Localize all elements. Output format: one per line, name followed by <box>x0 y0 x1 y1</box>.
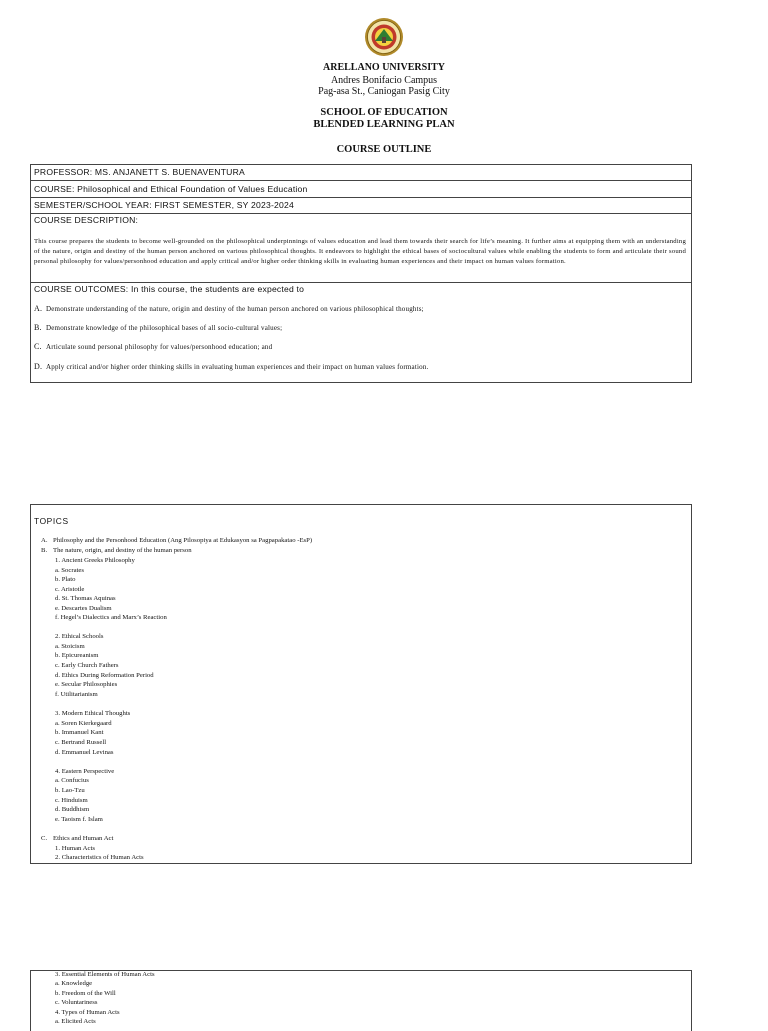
course-outcomes-label: COURSE OUTCOMES: <box>34 284 129 294</box>
topics-continuation-box <box>30 970 692 1031</box>
topic-text: c. Bertrand Russell <box>55 739 107 746</box>
outcome-item <box>34 342 272 352</box>
topic-text: a. Confucius <box>55 777 89 784</box>
topic-line <box>55 680 117 690</box>
outcome-text: Demonstrate understanding of the nature, origin and destiny of the human person anchored on various philosophical thoughts; <box>46 305 424 313</box>
topic-text: f. Hegel’s Dialectics and Marx’s Reaction <box>55 614 167 621</box>
course-info-table <box>30 164 692 383</box>
outcome-text: Apply critical and/or higher order thinking skills in evaluating human experiences and their impact on human values formation. <box>46 363 429 371</box>
plan-title: BLENDED LEARNING PLAN <box>313 119 455 130</box>
topic-text: 3. Modern Ethical Thoughts <box>55 710 131 717</box>
topic-line <box>55 709 130 719</box>
topic-text: c. Aristotle <box>55 586 85 593</box>
topic-text: b. Immanuel Kant <box>55 729 104 736</box>
course-description-text: This course prepares the students to become well-grounded on the philosophical underpinnings of values education and lead them towards their search for life’s meaning. It further aims at equipping them with an understanding of the nature, origin and destiny of the human person anchored on various philosophical thoughts. It endeavors to highlight the ethical bases of sociocultural values while enabling the students to form and articulate their sound personal philosophy for values/personhood education and apply critical and/or higher order thinking skills in evaluating human experiences and their impact on human values formation. <box>34 238 686 265</box>
topic-text: The nature, origin, and destiny of the human person <box>53 547 192 554</box>
outcome-key: A. <box>34 304 43 313</box>
course-description-label: COURSE DESCRIPTION: <box>34 215 139 225</box>
topic-text: b. Lao-Tzu <box>55 787 85 794</box>
topic-line <box>55 853 144 863</box>
topic-line <box>55 575 75 585</box>
campus-name: Andres Bonifacio Campus <box>330 75 438 86</box>
continuation-line: 4. Types of Human Acts <box>55 1008 120 1016</box>
topic-key: C. <box>41 835 48 842</box>
topic-text: 1. Human Acts <box>55 845 95 852</box>
topic-line <box>41 536 312 546</box>
outcome-text: Articulate sound personal philosophy for values/personhood education; and <box>46 343 273 351</box>
topic-text: d. St. Thomas Aquinas <box>55 595 116 602</box>
topic-text: d. Emmanuel Levinas <box>55 749 114 756</box>
topic-line <box>55 661 119 671</box>
school-name: SCHOOL OF EDUCATION <box>320 107 448 118</box>
topic-key: A. <box>41 537 48 544</box>
topic-key: B. <box>41 547 48 554</box>
topic-text: Ethics and Human Act <box>53 835 114 842</box>
topic-line <box>55 776 89 786</box>
outcome-item <box>34 323 282 333</box>
topic-line <box>41 546 192 556</box>
continuation-line: a. Elicited Acts <box>55 1018 96 1025</box>
course-outline-title: COURSE OUTLINE <box>336 144 432 155</box>
university-seal-icon <box>364 17 404 57</box>
outcome-key: B. <box>34 323 42 332</box>
topic-text: Philosophy and the Personhood Education (Ang Pilosopiya at Edukasyon sa Pagpapakatao -EsP) <box>53 537 313 544</box>
outcome-key: C. <box>34 342 42 351</box>
topic-text: e. Secular Philosophies <box>55 681 118 688</box>
university-name: ARELLANO UNIVERSITY <box>323 62 445 73</box>
topic-line <box>41 834 113 844</box>
topic-text: e. Descartes Dualism <box>55 605 112 612</box>
course-row: COURSE: Philosophical and Ethical Foundation of Values Education <box>31 181 691 198</box>
topic-text: f. Utilitarianism <box>55 691 98 698</box>
topic-text: a. Stoicism <box>55 643 85 650</box>
outcome-text: Demonstrate knowledge of the philosophical bases of all socio-cultural values; <box>46 324 283 332</box>
continuation-line: 3. Essential Elements of Human Acts <box>55 971 155 978</box>
topic-text: b. Plato <box>55 576 76 583</box>
topic-text: b. Epicureanism <box>55 652 99 659</box>
topic-line <box>55 728 103 738</box>
topic-text: a. Soren Kierkegaard <box>55 720 112 727</box>
topic-text: d. Ethics During Reformation Period <box>55 672 154 679</box>
topic-line <box>55 805 89 815</box>
topic-text: c. Early Church Fathers <box>55 662 119 669</box>
topic-line <box>55 690 98 700</box>
topic-line <box>55 632 103 642</box>
topic-line <box>55 748 114 758</box>
topic-text: 2. Characteristics of Human Acts <box>55 854 144 861</box>
course-description-row <box>31 214 691 283</box>
topic-text: 4. Eastern Perspective <box>55 768 115 775</box>
topic-text: c. Hinduism <box>55 797 88 804</box>
course-outcomes-intro: In this course, the students are expected to <box>128 284 305 294</box>
campus-address: Pag-asa St., Caniogan Pasig City <box>318 86 450 97</box>
topics-box <box>30 504 692 864</box>
topic-text: a. Socrates <box>55 567 84 574</box>
topic-line <box>55 594 116 604</box>
topic-text: e. Taoism f. Islam <box>55 816 103 823</box>
topic-text: 2. Ethical Schools <box>55 633 104 640</box>
topic-line <box>55 815 103 825</box>
semester-row: SEMESTER/SCHOOL YEAR: FIRST SEMESTER, SY 2023-2024 <box>31 198 691 214</box>
continuation-line: c. Voluntariness <box>55 999 98 1007</box>
topic-line <box>55 556 135 566</box>
outcome-item <box>34 304 424 314</box>
topics-label: TOPICS <box>34 516 69 526</box>
topic-text: d. Buddhism <box>55 806 90 813</box>
outcome-key: D. <box>34 362 43 371</box>
professor-row: PROFESSOR: MS. ANJANETT S. BUENAVENTURA <box>31 165 691 181</box>
continuation-line: b. Freedom of the Will <box>55 989 116 997</box>
topic-line <box>55 786 85 796</box>
continuation-line: a. Knowledge <box>55 980 93 988</box>
topic-line <box>55 613 167 623</box>
outcome-item <box>34 362 429 372</box>
topic-line <box>55 651 98 661</box>
course-outcomes-row <box>31 283 691 382</box>
topic-text: 1. Ancient Greeks Philosophy <box>55 557 135 564</box>
topic-line <box>55 738 106 748</box>
